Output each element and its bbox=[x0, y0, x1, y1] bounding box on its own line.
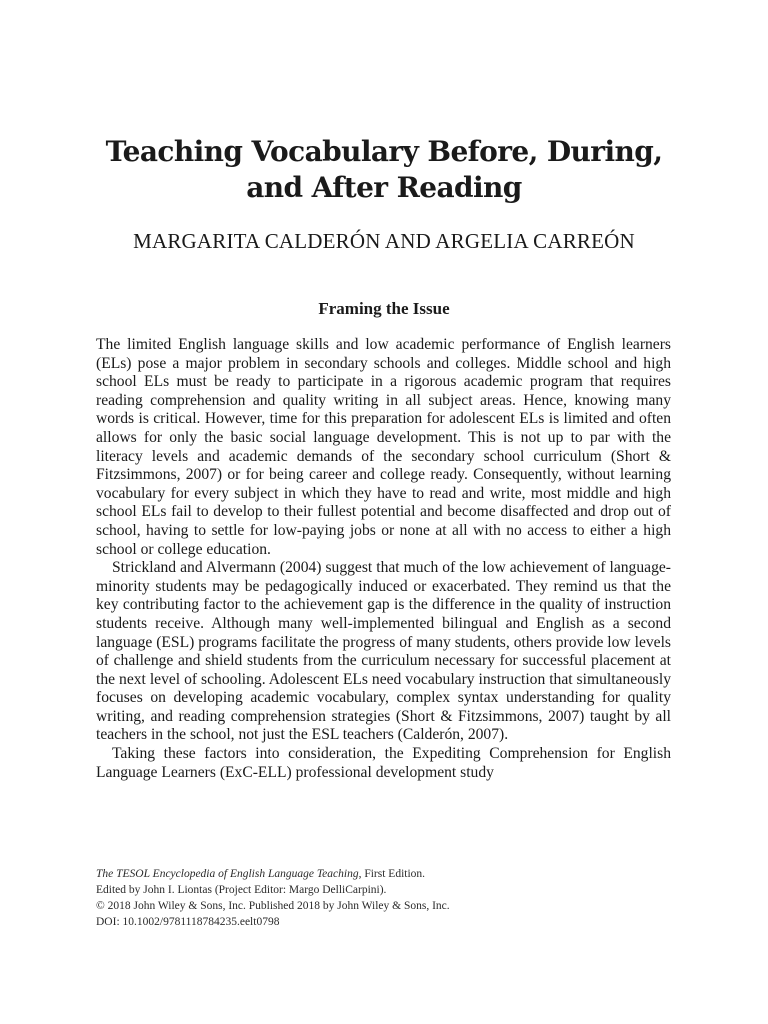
body-text bbox=[96, 336, 671, 782]
footer-editors: Edited by John I. Liontas (Project Editor: Margo DelliCarpini). bbox=[96, 884, 387, 896]
footer-doi: DOI: 10.1002/9781118784235.eelt0798 bbox=[96, 916, 280, 928]
paragraph-1: The limited English language skills and low academic performance of English learners (ELs) pose a major problem in secondary schools and colleges. Middle school and high school ELs must be ready to participate in a rigorous academic program that requires reading comprehension and quality writing in all subject areas. Hence, knowing many words is critical. However, time for this preparation for adolescent ELs is limited and often allows for only the basic social language development. This is not up to par with the literacy levels and academic demands of the secondary school curriculum (Short & Fitzsimmons, 2007) or for being career and college ready. Consequently, without learning vocabulary for every subject in which they have to read and write, most middle and high school ELs fail to develop to their fullest potential and become disaffected and drop out of school, having to settle for low-paying jobs or none at all with no access to either a high school or college education. bbox=[96, 336, 671, 558]
article-title-line-1: Teaching Vocabulary Before, During, bbox=[105, 135, 663, 168]
article-authors: MARGARITA CALDERÓN AND ARGELIA CARREÓN bbox=[133, 229, 635, 253]
footer-book-line bbox=[96, 866, 672, 882]
footer-edition: , First Edition. bbox=[358, 868, 426, 880]
section-heading: Framing the Issue bbox=[318, 299, 450, 318]
article-title bbox=[60, 134, 708, 206]
paragraph-3: Taking these factors into consideration, the Expediting Comprehension for English Language Learners (ExC-ELL) professional development study bbox=[96, 745, 671, 781]
paragraph-2: Strickland and Alvermann (2004) suggest that much of the low achievement of language-minority students may be pedagogically induced or exacerbated. They remind us that the key contributing factor to the achievement gap is the difference in the quality of instruction students receive. Although many well-implemented bilingual and English as a second language (ESL) programs facilitate the progress of many students, others provide low levels of challenge and shield students from the curriculum necessary for successful placement at the next level of schooling. Adolescent ELs need vocabulary instruction that simultaneously focuses on developing academic vocabulary, complex syntax understanding for quality writing, and reading comprehension strategies (Short & Fitzsimmons, 2007) taught by all teachers in the school, not just the ESL teachers (Calderón, 2007). bbox=[96, 559, 671, 744]
footer-book-title: The TESOL Encyclopedia of English Language Teaching bbox=[96, 868, 359, 880]
article-title-line-2: and After Reading bbox=[246, 171, 522, 204]
publication-footer bbox=[96, 866, 672, 930]
footer-copyright: © 2018 John Wiley & Sons, Inc. Published 2018 by John Wiley & Sons, Inc. bbox=[96, 900, 450, 912]
